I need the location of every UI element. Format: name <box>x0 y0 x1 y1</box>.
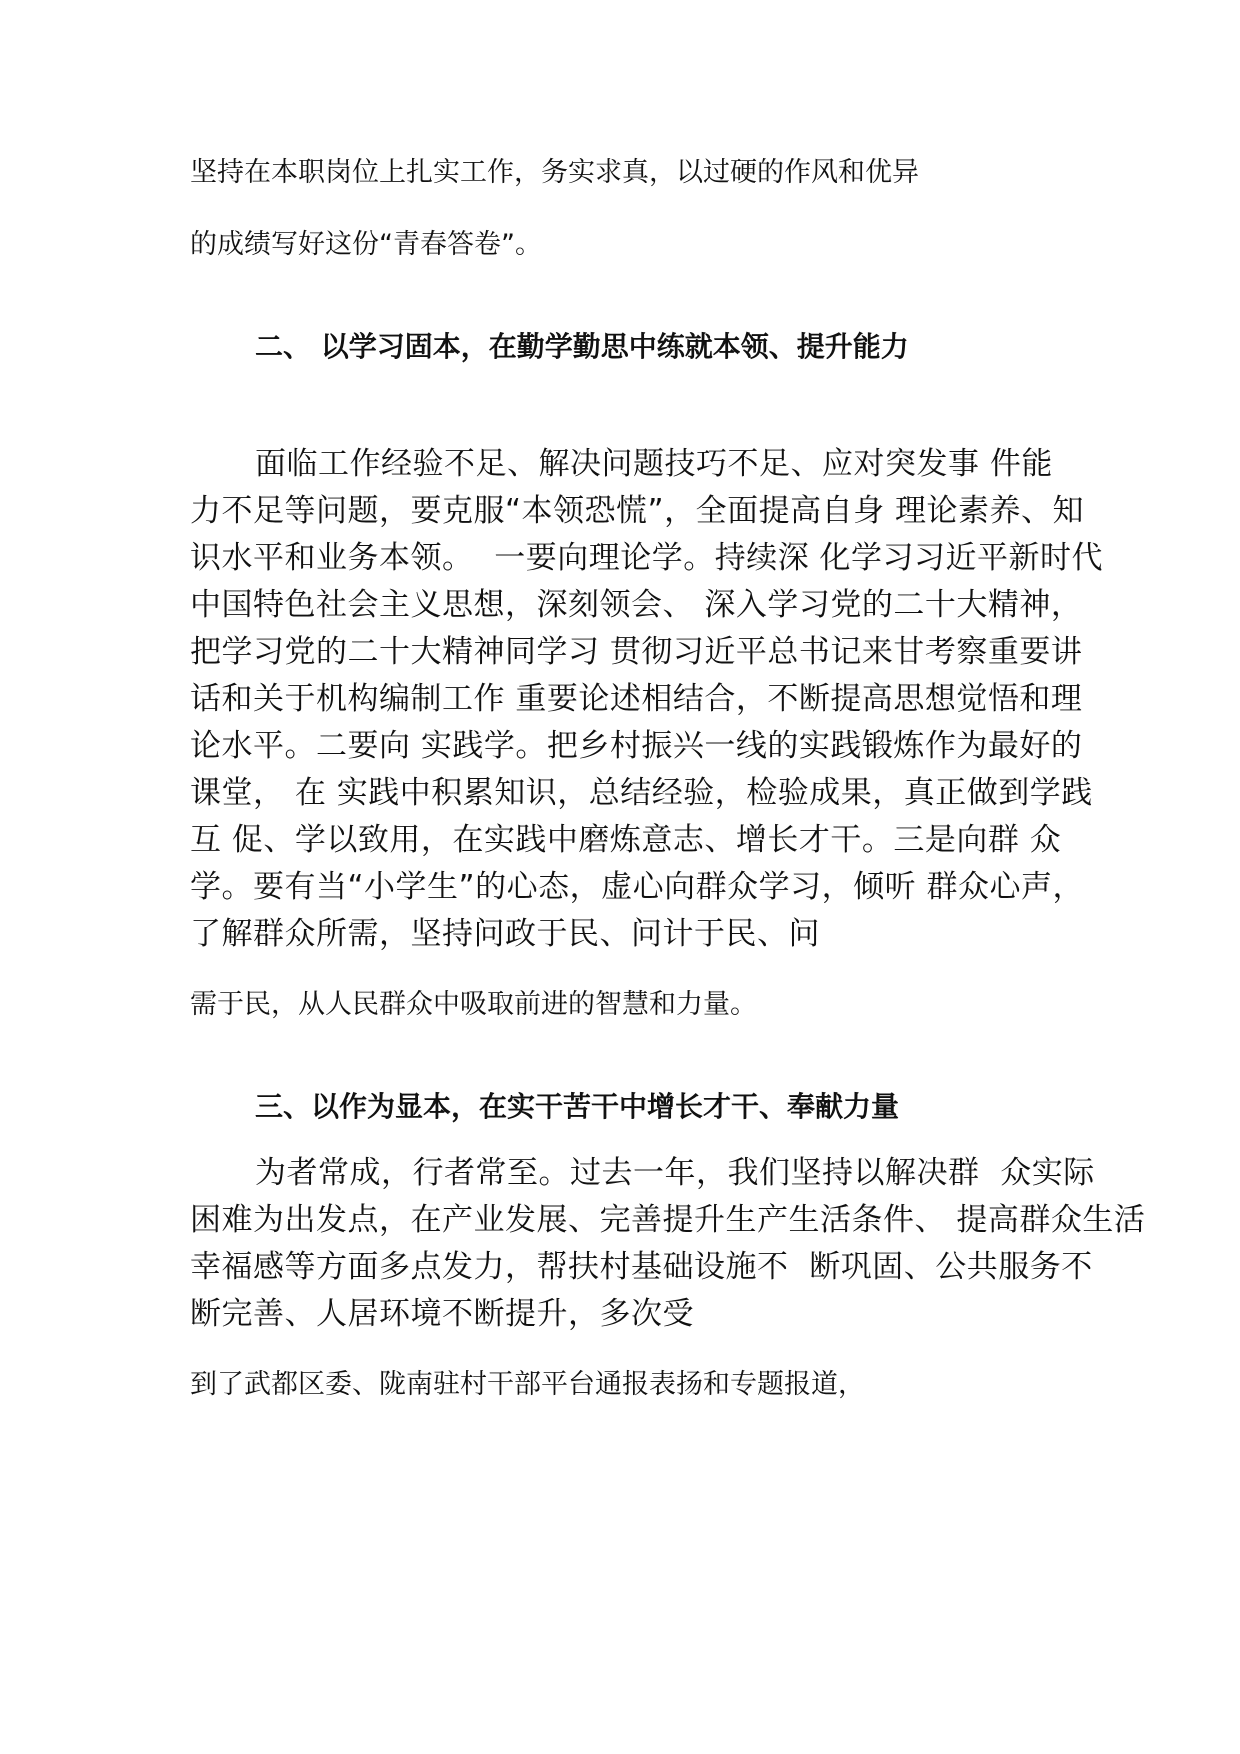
section-3-tail: 到了武都区委、陇南驻村干部平台通报表扬和专题报道， <box>190 1369 865 1400</box>
section-2-line-10: 学。要有当“小学生”的心态，虚心向群众学习，倾听 群众心声， <box>190 869 1084 905</box>
section-2-line-4: 中国特色社会主义思想，深刻领会、 深入学习党的二十大精神， <box>190 587 1083 623</box>
section-2-line-11: 了解群众所需，坚持问政于民、问计于民、问 <box>190 916 820 952</box>
section-2-line-9: 互 促、学以致用，在实践中磨炼意志、增长才干。三是向群 众 <box>190 822 1062 858</box>
section-2-line-8: 课堂， 在 实践中积累知识，总结经验，检验成果，真正做到学践 <box>190 775 1093 811</box>
section-2-heading: 二、 以学习固本，在勤学勤思中练就本领、提升能力 <box>255 330 909 363</box>
section-2-line-6: 话和关于机构编制工作 重要论述相结合，不断提高思想觉悟和理 <box>190 681 1083 717</box>
section-2-line-3: 识水平和业务本领。 一要向理论学。持续深 化学习习近平新时代 <box>190 540 1104 576</box>
section-2-line-7: 论水平。二要向 实践学。把乡村振兴一线的实践锻炼作为最好的 <box>190 728 1083 764</box>
section-2-line-5: 把学习党的二十大精神同学习 贯彻习近平总书记来甘考察重要讲 <box>190 634 1083 670</box>
section-3-line-1: 为者常成，行者常至。过去一年，我们坚持以解决群 众实际 <box>255 1155 1095 1191</box>
section-2-line-2: 力不足等问题，要克服“本领恐慌”，全面提高自身 理论素养、知 <box>190 493 1084 529</box>
intro-line-1: 坚持在本职岗位上扎实工作，务实求真，以过硬的作风和优异 <box>190 157 919 188</box>
section-2-line-1: 面临工作经验不足、解决问题技巧不足、应对突发事 件能 <box>255 446 1053 482</box>
section-3-heading: 三、以作为显本，在实干苦干中增长才干、奉献力量 <box>255 1090 900 1123</box>
section-3-line-3: 幸福感等方面多点发力，帮扶村基础设施不 断巩固、公共服务不 <box>190 1249 1093 1285</box>
intro-line-2: 的成绩写好这份“青春答卷”。 <box>190 229 542 260</box>
section-2-tail: 需于民，从人民群众中吸取前进的智慧和力量。 <box>190 989 757 1020</box>
section-3-line-2: 困难为出发点，在产业发展、完善提升生产生活条件、 提高群众生活 <box>190 1202 1146 1238</box>
section-3-line-4: 断完善、人居环境不断提升，多次受 <box>190 1296 694 1332</box>
